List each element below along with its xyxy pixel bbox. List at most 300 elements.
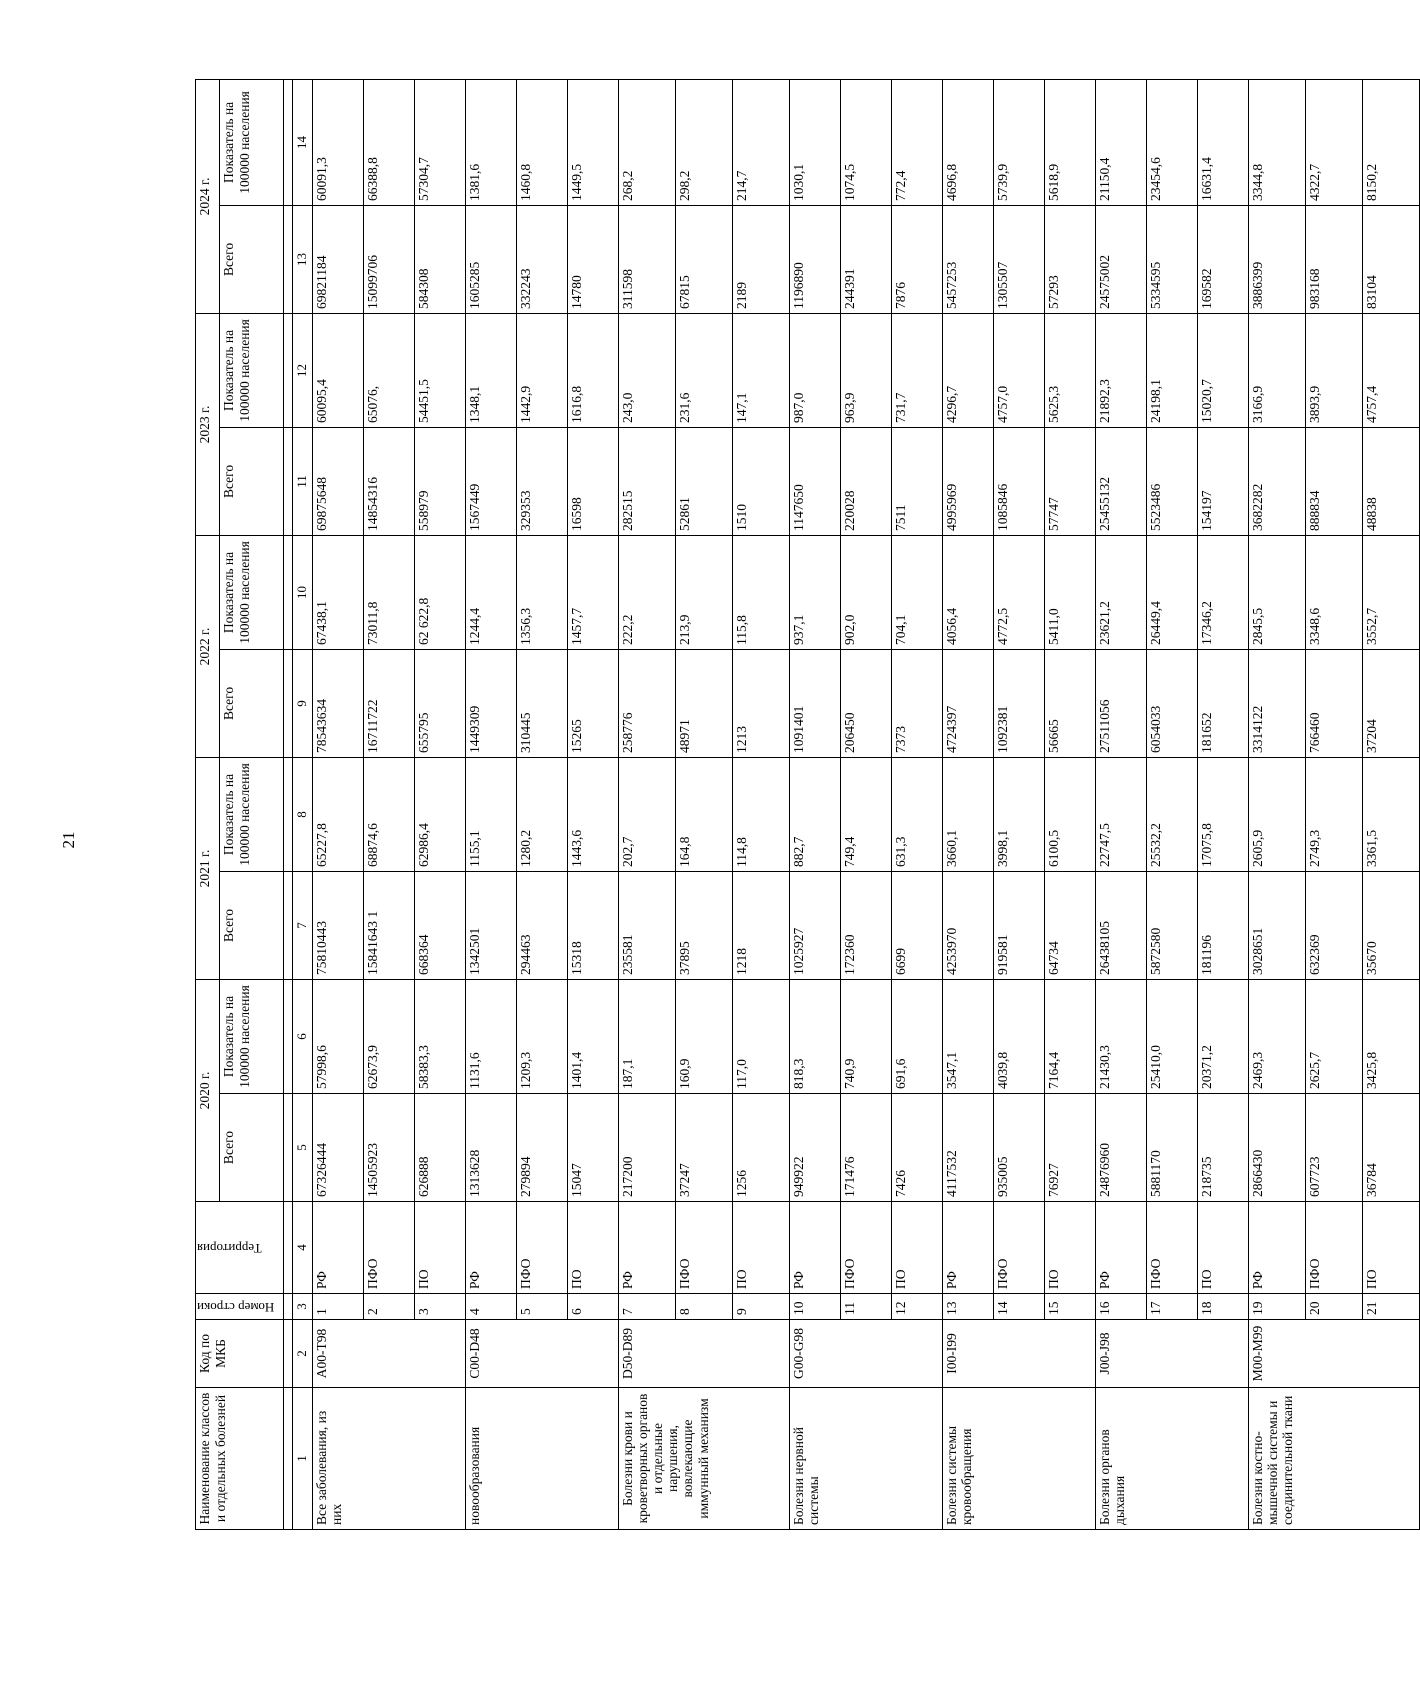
rate-cell: 23621,2 <box>1096 535 1147 649</box>
total-cell: 15047 <box>568 1094 619 1202</box>
total-cell: 655795 <box>415 649 466 757</box>
territory: РФ <box>619 1202 676 1294</box>
territory: ПФО <box>676 1202 733 1294</box>
column-index-cell: 9 <box>293 649 313 757</box>
rate-cell: 6100,5 <box>1045 757 1096 871</box>
rate-cell: 902,0 <box>841 535 892 649</box>
rate-cell: 65076, <box>364 313 415 427</box>
rate-cell: 731,7 <box>892 313 943 427</box>
table-row <box>1306 79 1363 1529</box>
rate-cell: 54451,5 <box>415 313 466 427</box>
total-cell: 279894 <box>517 1094 568 1202</box>
rate-cell: 1280,2 <box>517 757 568 871</box>
table-row <box>1096 79 1147 1529</box>
header-territory <box>196 1202 284 1294</box>
total-cell: 15318 <box>568 871 619 979</box>
separator-cell <box>284 1202 293 1294</box>
rate-cell: 22747,5 <box>1096 757 1147 871</box>
rate-cell: 3660,1 <box>943 757 994 871</box>
rate-cell: 1381,6 <box>466 79 517 205</box>
territory: ПО <box>892 1202 943 1294</box>
header-total: Всего <box>220 427 284 535</box>
total-cell: 14505923 <box>364 1094 415 1202</box>
total-cell: 244391 <box>841 205 892 313</box>
rate-cell: 1209,3 <box>517 979 568 1093</box>
total-cell: 1213 <box>733 649 790 757</box>
rate-cell: 740,9 <box>841 979 892 1093</box>
total-cell: 169582 <box>1198 205 1249 313</box>
icd-code: C00-D48 <box>466 1320 619 1388</box>
morbidity-table <box>195 79 1420 1530</box>
header-rate: Показатель на 100000 населения <box>220 313 284 427</box>
rate-cell: 1131,6 <box>466 979 517 1093</box>
total-cell: 26438105 <box>1096 871 1147 979</box>
total-cell: 69821184 <box>313 205 364 313</box>
rate-cell: 214,7 <box>733 79 790 205</box>
rate-cell: 57998,6 <box>313 979 364 1093</box>
rate-cell: 62 622,8 <box>415 535 466 649</box>
header-year: 2023 г. <box>196 313 220 535</box>
rate-cell: 4322,7 <box>1306 79 1363 205</box>
column-index-cell: 11 <box>293 427 313 535</box>
territory: ПФО <box>1306 1202 1363 1294</box>
rate-cell: 73011,8 <box>364 535 415 649</box>
row-number: 6 <box>568 1294 619 1320</box>
rate-cell: 213,9 <box>676 535 733 649</box>
territory: ПО <box>1198 1202 1249 1294</box>
rate-cell: 68874,6 <box>364 757 415 871</box>
total-cell: 294463 <box>517 871 568 979</box>
rate-cell: 117,0 <box>733 979 790 1093</box>
table-row <box>892 79 943 1529</box>
total-cell: 949922 <box>790 1094 841 1202</box>
total-cell: 206450 <box>841 649 892 757</box>
rate-cell: 4757,4 <box>1363 313 1420 427</box>
total-cell: 3314122 <box>1249 649 1306 757</box>
rate-cell: 5411,0 <box>1045 535 1096 649</box>
row-number: 7 <box>619 1294 676 1320</box>
table-row <box>841 79 892 1529</box>
rate-cell: 147,1 <box>733 313 790 427</box>
separator-cell <box>284 757 293 871</box>
rate-cell: 4772,5 <box>994 535 1045 649</box>
header-row-number <box>196 1294 284 1320</box>
total-cell: 7373 <box>892 649 943 757</box>
rate-cell: 268,2 <box>619 79 676 205</box>
rate-cell: 8150,2 <box>1363 79 1420 205</box>
territory: ПФО <box>364 1202 415 1294</box>
header-rate: Показатель на 100000 населения <box>220 535 284 649</box>
column-index-row <box>293 79 313 1529</box>
total-cell: 218735 <box>1198 1094 1249 1202</box>
rate-cell: 3166,9 <box>1249 313 1306 427</box>
table-body <box>284 79 1420 1529</box>
rate-cell: 62673,9 <box>364 979 415 1093</box>
total-cell: 1567449 <box>466 427 517 535</box>
rate-cell: 25532,2 <box>1147 757 1198 871</box>
header-rate: Показатель на 100000 населения <box>220 757 284 871</box>
territory: ПФО <box>517 1202 568 1294</box>
rate-cell: 631,3 <box>892 757 943 871</box>
total-cell: 2866430 <box>1249 1094 1306 1202</box>
column-index-cell: 7 <box>293 871 313 979</box>
total-cell: 6054033 <box>1147 649 1198 757</box>
total-cell: 626888 <box>415 1094 466 1202</box>
separator-cell <box>284 79 293 205</box>
table-row <box>517 79 568 1529</box>
table-row <box>676 79 733 1529</box>
total-cell: 4253970 <box>943 871 994 979</box>
total-cell: 1092381 <box>994 649 1045 757</box>
total-cell: 558979 <box>415 427 466 535</box>
total-cell: 83104 <box>1363 205 1420 313</box>
rate-cell: 16631,4 <box>1198 79 1249 205</box>
table-row <box>1045 79 1096 1529</box>
rate-cell: 15020,7 <box>1198 313 1249 427</box>
row-number: 16 <box>1096 1294 1147 1320</box>
column-index-cell: 8 <box>293 757 313 871</box>
rate-cell: 17075,8 <box>1198 757 1249 871</box>
rate-cell: 2749,3 <box>1306 757 1363 871</box>
rate-cell: 987,0 <box>790 313 841 427</box>
total-cell: 235581 <box>619 871 676 979</box>
table-row <box>364 79 415 1529</box>
row-number: 9 <box>733 1294 790 1320</box>
header-total: Всего <box>220 871 284 979</box>
total-cell: 57747 <box>1045 427 1096 535</box>
header-icd-code: Код по МКБ <box>196 1320 284 1388</box>
total-cell: 668364 <box>415 871 466 979</box>
row-number: 5 <box>517 1294 568 1320</box>
separator-cell <box>284 535 293 649</box>
icd-code: A00-T98 <box>313 1320 466 1388</box>
column-index-cell: 5 <box>293 1094 313 1202</box>
table-row <box>733 79 790 1529</box>
rate-cell: 4296,7 <box>943 313 994 427</box>
rate-cell: 25410,0 <box>1147 979 1198 1093</box>
row-number: 10 <box>790 1294 841 1320</box>
rate-cell: 65227,8 <box>313 757 364 871</box>
territory: РФ <box>1249 1202 1306 1294</box>
total-cell: 5457253 <box>943 205 994 313</box>
total-cell: 172360 <box>841 871 892 979</box>
rate-cell: 24198,1 <box>1147 313 1198 427</box>
rate-cell: 818,3 <box>790 979 841 1093</box>
total-cell: 7511 <box>892 427 943 535</box>
total-cell: 3682282 <box>1249 427 1306 535</box>
territory: ПО <box>733 1202 790 1294</box>
rate-cell: 187,1 <box>619 979 676 1093</box>
rate-cell: 1030,1 <box>790 79 841 205</box>
total-cell: 4724397 <box>943 649 994 757</box>
rate-cell: 243,0 <box>619 313 676 427</box>
header-year: 2022 г. <box>196 535 220 757</box>
rate-cell: 3998,1 <box>994 757 1045 871</box>
total-cell: 919581 <box>994 871 1045 979</box>
rate-cell: 3348,6 <box>1306 535 1363 649</box>
total-cell: 888834 <box>1306 427 1363 535</box>
total-cell: 69875648 <box>313 427 364 535</box>
total-cell: 37895 <box>676 871 733 979</box>
column-index-cell: 10 <box>293 535 313 649</box>
territory: РФ <box>313 1202 364 1294</box>
total-cell: 16711722 <box>364 649 415 757</box>
total-cell: 78543634 <box>313 649 364 757</box>
row-number: 4 <box>466 1294 517 1320</box>
rate-cell: 3552,7 <box>1363 535 1420 649</box>
separator-cell <box>284 427 293 535</box>
disease-class-name: Болезни нервной системы <box>790 1388 943 1530</box>
total-cell: 36784 <box>1363 1094 1420 1202</box>
total-cell: 57293 <box>1045 205 1096 313</box>
column-index-cell: 4 <box>293 1202 313 1294</box>
rate-cell: 67438,1 <box>313 535 364 649</box>
total-cell: 24575002 <box>1096 205 1147 313</box>
rate-cell: 1457,7 <box>568 535 619 649</box>
rate-cell: 3361,5 <box>1363 757 1420 871</box>
rate-cell: 60095,4 <box>313 313 364 427</box>
row-number: 8 <box>676 1294 733 1320</box>
table-frame <box>195 80 1379 1530</box>
total-cell: 15841643 1 <box>364 871 415 979</box>
rate-cell: 1449,5 <box>568 79 619 205</box>
total-cell: 25455132 <box>1096 427 1147 535</box>
territory: РФ <box>466 1202 517 1294</box>
disease-class-name: Все заболевания, из них <box>313 1388 466 1530</box>
total-cell: 935005 <box>994 1094 1045 1202</box>
rate-cell: 222,2 <box>619 535 676 649</box>
territory: РФ <box>943 1202 994 1294</box>
territory: ПФО <box>994 1202 1045 1294</box>
separator-cell <box>284 1320 293 1388</box>
header-row-number-label: Номер строки <box>197 1299 275 1315</box>
row-number: 20 <box>1306 1294 1363 1320</box>
total-cell: 75810443 <box>313 871 364 979</box>
total-cell: 67815 <box>676 205 733 313</box>
header-rate: Показатель на 100000 населения <box>220 979 284 1093</box>
rate-cell: 114,8 <box>733 757 790 871</box>
rate-cell: 202,7 <box>619 757 676 871</box>
rate-cell: 4696,8 <box>943 79 994 205</box>
disease-class-name: Болезни крови и кроветворных органов и отдельные нарушения, вовлекающие иммунный механизм <box>619 1388 790 1530</box>
icd-code: I00-I99 <box>943 1320 1096 1388</box>
territory: ПФО <box>1147 1202 1198 1294</box>
total-cell: 217200 <box>619 1094 676 1202</box>
territory: РФ <box>1096 1202 1147 1294</box>
total-cell: 282515 <box>619 427 676 535</box>
rate-cell: 2845,5 <box>1249 535 1306 649</box>
separator-cell <box>284 313 293 427</box>
territory: ПО <box>415 1202 466 1294</box>
total-cell: 6699 <box>892 871 943 979</box>
rate-cell: 963,9 <box>841 313 892 427</box>
total-cell: 607723 <box>1306 1094 1363 1202</box>
rate-cell: 4056,4 <box>943 535 994 649</box>
total-cell: 15099706 <box>364 205 415 313</box>
rate-cell: 3893,9 <box>1306 313 1363 427</box>
total-cell: 1449309 <box>466 649 517 757</box>
row-number: 3 <box>415 1294 466 1320</box>
total-cell: 16598 <box>568 427 619 535</box>
total-cell: 3886399 <box>1249 205 1306 313</box>
rate-cell: 4039,8 <box>994 979 1045 1093</box>
total-cell: 5881170 <box>1147 1094 1198 1202</box>
table-row <box>1198 79 1249 1529</box>
row-number: 18 <box>1198 1294 1249 1320</box>
table-row <box>1147 79 1198 1529</box>
row-number: 11 <box>841 1294 892 1320</box>
territory: ПО <box>568 1202 619 1294</box>
rate-cell: 5739,9 <box>994 79 1045 205</box>
total-cell: 37204 <box>1363 649 1420 757</box>
rate-cell: 1356,3 <box>517 535 568 649</box>
total-cell: 14854316 <box>364 427 415 535</box>
total-cell: 56665 <box>1045 649 1096 757</box>
rate-cell: 160,9 <box>676 979 733 1093</box>
separator-cell <box>284 1294 293 1320</box>
rate-cell: 1348,1 <box>466 313 517 427</box>
total-cell: 5523486 <box>1147 427 1198 535</box>
table-row <box>1363 79 1420 1529</box>
total-cell: 15265 <box>568 649 619 757</box>
table-row <box>568 79 619 1529</box>
total-cell: 1147650 <box>790 427 841 535</box>
table-row <box>994 79 1045 1529</box>
icd-code: D50-D89 <box>619 1320 790 1388</box>
territory: РФ <box>790 1202 841 1294</box>
rate-cell: 1401,4 <box>568 979 619 1093</box>
header-year: 2024 г. <box>196 79 220 313</box>
table-row <box>466 79 517 1529</box>
page-number: 21 <box>59 831 78 849</box>
column-index-cell: 12 <box>293 313 313 427</box>
total-cell: 311598 <box>619 205 676 313</box>
icd-code: J00-J98 <box>1096 1320 1249 1388</box>
header-rate: Показатель на 100000 населения <box>220 79 284 205</box>
total-cell: 1305507 <box>994 205 1045 313</box>
disease-class-name: новообразования <box>466 1388 619 1530</box>
total-cell: 258776 <box>619 649 676 757</box>
total-cell: 310445 <box>517 649 568 757</box>
separator-cell <box>284 649 293 757</box>
rate-cell: 3547,1 <box>943 979 994 1093</box>
rate-cell: 1616,8 <box>568 313 619 427</box>
separator-cell <box>284 1094 293 1202</box>
icd-code: G00-G98 <box>790 1320 943 1388</box>
row-number: 1 <box>313 1294 364 1320</box>
total-cell: 64734 <box>1045 871 1096 979</box>
rate-cell: 20371,2 <box>1198 979 1249 1093</box>
rate-cell: 2469,3 <box>1249 979 1306 1093</box>
total-cell: 3028651 <box>1249 871 1306 979</box>
column-index-cell: 2 <box>293 1320 313 1388</box>
rate-cell: 882,7 <box>790 757 841 871</box>
rate-cell: 17346,2 <box>1198 535 1249 649</box>
total-cell: 332243 <box>517 205 568 313</box>
rate-cell: 749,4 <box>841 757 892 871</box>
total-cell: 220028 <box>841 427 892 535</box>
total-cell: 1025927 <box>790 871 841 979</box>
row-number: 13 <box>943 1294 994 1320</box>
disease-class-name: Болезни костно-мышечной системы и соединительной ткани <box>1249 1388 1420 1530</box>
column-index-cell: 14 <box>293 79 313 205</box>
rate-cell: 57304,7 <box>415 79 466 205</box>
row-number: 21 <box>1363 1294 1420 1320</box>
header-year: 2020 г. <box>196 979 220 1201</box>
rate-cell: 21430,3 <box>1096 979 1147 1093</box>
row-number: 2 <box>364 1294 415 1320</box>
rate-cell: 3344,8 <box>1249 79 1306 205</box>
rate-cell: 23454,6 <box>1147 79 1198 205</box>
row-number: 14 <box>994 1294 1045 1320</box>
rate-cell: 2625,7 <box>1306 979 1363 1093</box>
header-year: 2021 г. <box>196 757 220 979</box>
total-cell: 48971 <box>676 649 733 757</box>
rate-cell: 7164,4 <box>1045 979 1096 1093</box>
total-cell: 632369 <box>1306 871 1363 979</box>
total-cell: 27511056 <box>1096 649 1147 757</box>
header-total: Всего <box>220 205 284 313</box>
rate-cell: 164,8 <box>676 757 733 871</box>
separator-cell <box>284 979 293 1093</box>
rate-cell: 62986,4 <box>415 757 466 871</box>
total-cell: 1313628 <box>466 1094 517 1202</box>
rate-cell: 1244,4 <box>466 535 517 649</box>
total-cell: 584308 <box>415 205 466 313</box>
row-number: 17 <box>1147 1294 1198 1320</box>
table-row <box>943 79 994 1529</box>
column-index-cell: 1 <box>293 1388 313 1530</box>
territory: ПФО <box>841 1202 892 1294</box>
rate-cell: 1074,5 <box>841 79 892 205</box>
total-cell: 37247 <box>676 1094 733 1202</box>
total-cell: 181196 <box>1198 871 1249 979</box>
table-row <box>1249 79 1306 1529</box>
territory: ПО <box>1045 1202 1096 1294</box>
rate-cell: 1155,1 <box>466 757 517 871</box>
rate-cell: 21150,4 <box>1096 79 1147 205</box>
row-number: 12 <box>892 1294 943 1320</box>
column-index-cell: 3 <box>293 1294 313 1320</box>
header-class-name: Наименование классов и отдельных болезней <box>196 1388 284 1530</box>
table-row <box>790 79 841 1529</box>
rate-cell: 5625,3 <box>1045 313 1096 427</box>
rate-cell: 60091,3 <box>313 79 364 205</box>
rate-cell: 26449,4 <box>1147 535 1198 649</box>
total-cell: 52861 <box>676 427 733 535</box>
rate-cell: 21892,3 <box>1096 313 1147 427</box>
rate-cell: 298,2 <box>676 79 733 205</box>
total-cell: 181652 <box>1198 649 1249 757</box>
table-row <box>415 79 466 1529</box>
rate-cell: 691,6 <box>892 979 943 1093</box>
total-cell: 1085846 <box>994 427 1045 535</box>
total-cell: 4995969 <box>943 427 994 535</box>
header-total: Всего <box>220 1094 284 1202</box>
rate-cell: 115,8 <box>733 535 790 649</box>
territory: ПО <box>1363 1202 1420 1294</box>
separator-cell <box>284 871 293 979</box>
rate-cell: 772,4 <box>892 79 943 205</box>
total-cell: 171476 <box>841 1094 892 1202</box>
total-cell: 24876960 <box>1096 1094 1147 1202</box>
header-separator <box>284 79 293 1529</box>
total-cell: 1342501 <box>466 871 517 979</box>
total-cell: 7426 <box>892 1094 943 1202</box>
disease-class-name: Болезни системы кровообращения <box>943 1388 1096 1530</box>
disease-class-name: Болезни органов дыхания <box>1096 1388 1249 1530</box>
total-cell: 1510 <box>733 427 790 535</box>
